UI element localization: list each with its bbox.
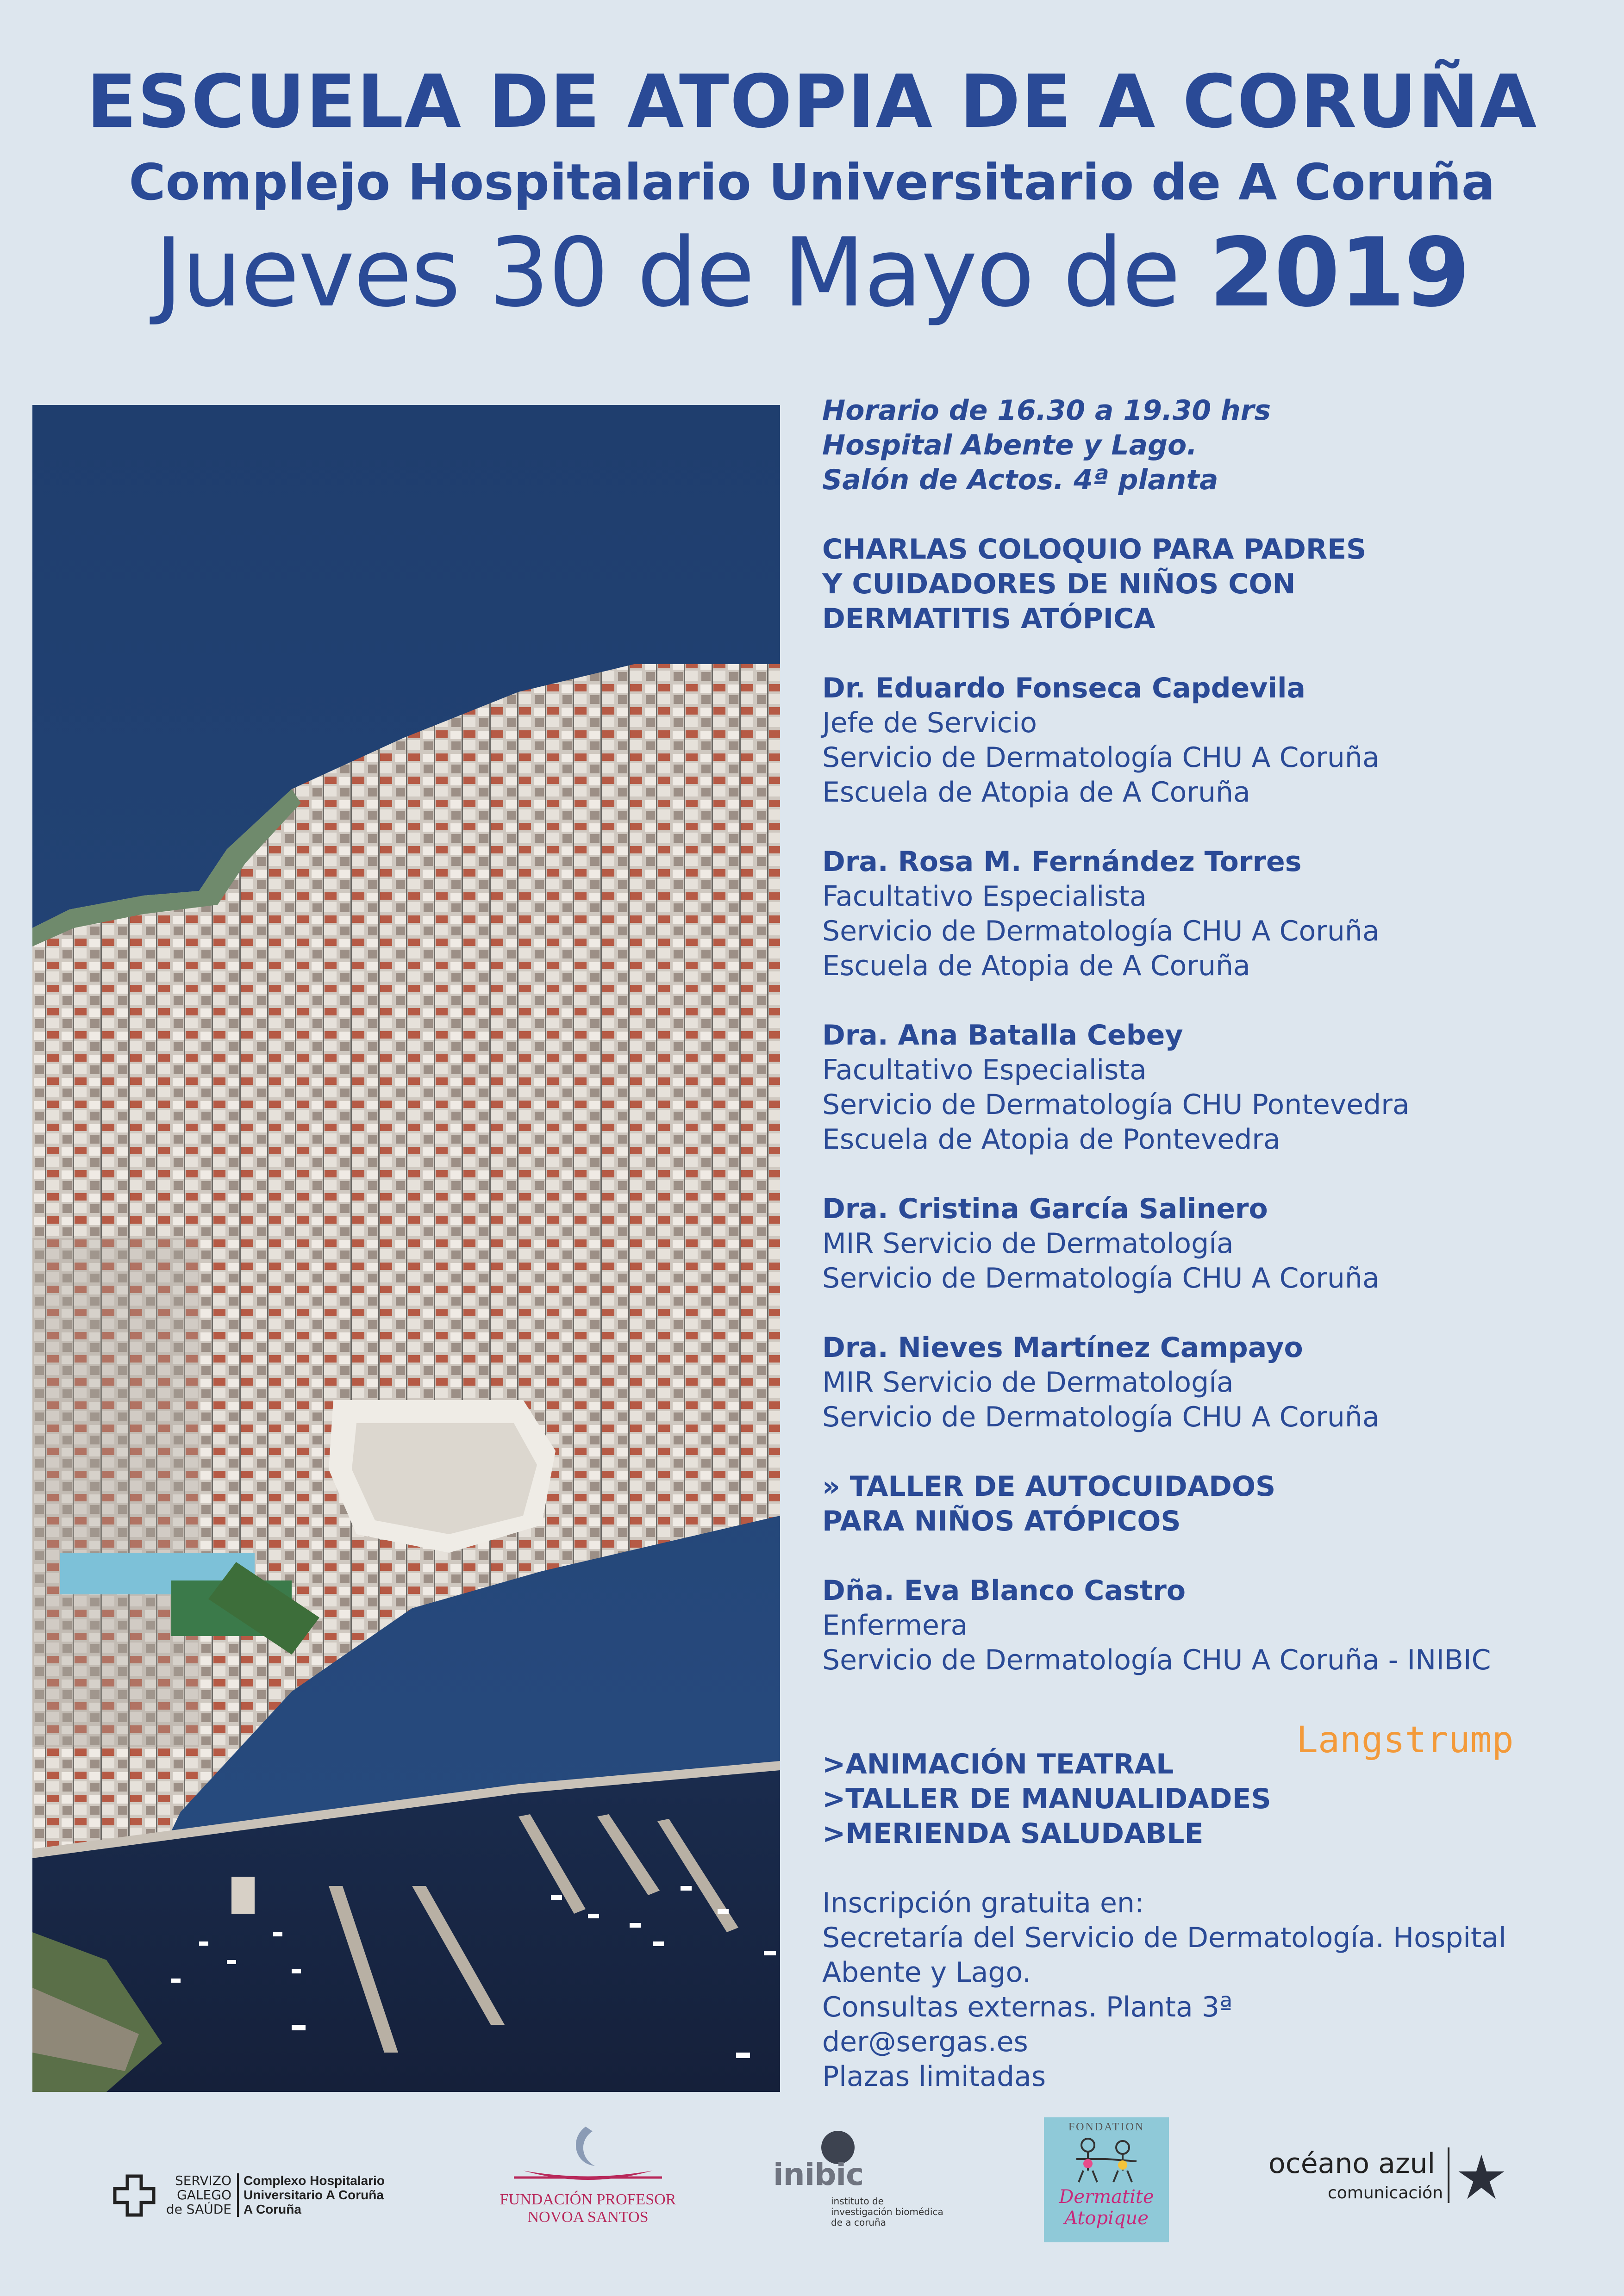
poster-header <box>0 56 1624 329</box>
sergas-text: GALEGO <box>177 2187 231 2203</box>
speaker-role: Servicio de Dermatología CHU A Coruña <box>822 1401 1380 1433</box>
registration-line: Inscripción gratuita en: <box>822 1887 1144 1919</box>
aerial-city-photo <box>32 405 780 2092</box>
dermatite-top: FONDATION <box>1068 2121 1145 2133</box>
registration-line: Secretaría del Servicio de Dermatología. Hospital <box>822 1922 1506 1954</box>
speaker-role: Enfermera <box>822 1609 968 1642</box>
event-info <box>822 393 1586 2094</box>
fundacion-text: FUNDACIÓN PROFESOR <box>500 2191 676 2208</box>
registration-line: Plazas limitadas <box>822 2060 1046 2093</box>
dermatite-atopique-logo <box>1044 2117 1169 2242</box>
starfish-icon <box>1456 2152 1507 2203</box>
inibic-logo <box>773 2129 949 2231</box>
speaker-role: Jefe de Servicio <box>822 707 1037 739</box>
schedule-line: Salón de Actos. 4ª planta <box>822 464 1218 496</box>
sponsor-logos <box>0 2110 1624 2249</box>
taller-heading: PARA NIÑOS ATÓPICOS <box>822 1505 1181 1537</box>
inibic-sub: instituto de <box>831 2196 884 2207</box>
aerial-city-illustration <box>32 405 780 2092</box>
speaker-name: Dña. Eva Blanco Castro <box>822 1574 1186 1607</box>
children-drawing-icon <box>1044 2134 1169 2184</box>
speaker-role: Escuela de Atopia de A Coruña <box>822 950 1250 982</box>
registration-email: der@sergas.es <box>822 2026 1028 2058</box>
speaker-role: MIR Servicio de Dermatología <box>822 1366 1234 1399</box>
charlas-heading: CHARLAS COLOQUIO PARA PADRES <box>822 533 1367 566</box>
poster-title: ESCUELA DE ATOPIA DE A CORUÑA <box>86 59 1538 144</box>
oceano-azul-logo <box>1268 2147 1528 2217</box>
sergas-text: de SAÚDE <box>166 2202 231 2217</box>
activity-item: >ANIMACIÓN TEATRAL <box>822 1748 1174 1780</box>
registration-line: Consultas externas. Planta 3ª <box>822 1991 1233 2023</box>
dermatite-text: Dermatite <box>1059 2186 1154 2208</box>
chuac-text: Universitario A Coruña <box>244 2188 384 2202</box>
speaker-role: Servicio de Dermatología CHU A Coruña <box>822 915 1380 947</box>
dermatite-text: Atopique <box>1064 2208 1149 2229</box>
chuac-text: A Coruña <box>244 2202 301 2216</box>
chuac-text: Complexo Hospitalario <box>244 2173 385 2188</box>
speaker-name: Dr. Eduardo Fonseca Capdevila <box>822 672 1305 704</box>
charlas-heading: Y CUIDADORES DE NIÑOS CON <box>822 568 1296 600</box>
registration-line: Abente y Lago. <box>822 1956 1031 1989</box>
speaker-role: Escuela de Atopia de Pontevedra <box>822 1123 1280 1156</box>
fundacion-text: NOVOA SANTOS <box>527 2209 649 2226</box>
fundacion-emblem-icon <box>495 2120 681 2189</box>
oceano-text: océano azul <box>1268 2147 1436 2180</box>
schedule-line: Hospital Abente y Lago. <box>822 429 1198 461</box>
speaker-role: Facultativo Especialista <box>822 880 1147 913</box>
speaker-role: Servicio de Dermatología CHU A Coruña <box>822 741 1380 774</box>
speaker-name: Dra. Rosa M. Fernández Torres <box>822 846 1302 878</box>
fundacion-novoa-logo <box>495 2120 681 2231</box>
schedule-line: Horario de 16.30 a 19.30 hrs <box>822 394 1271 427</box>
oceano-sub: comunicación <box>1328 2184 1443 2203</box>
activity-item: >MERIENDA SALUDABLE <box>822 1817 1204 1850</box>
speaker-role: Servicio de Dermatología CHU Pontevedra <box>822 1089 1410 1121</box>
inibic-text: inibic <box>773 2157 864 2192</box>
activity-item: >TALLER DE MANUALIDADES <box>822 1783 1271 1815</box>
sergas-text: SERVIZO <box>175 2173 231 2188</box>
poster-subtitle: Complejo Hospitalario Universitario de A Coruña <box>129 154 1495 212</box>
sergas-logo <box>111 2171 407 2221</box>
langstrump-logo: Langstrump <box>1296 1719 1514 1761</box>
charlas-heading: DERMATITIS ATÓPICA <box>822 603 1156 635</box>
date-text: Jueves 30 de Mayo de <box>155 218 1209 328</box>
speaker-name: Dra. Cristina García Salinero <box>822 1193 1268 1225</box>
sergas-cross-icon <box>111 2172 157 2219</box>
taller-heading: » TALLER DE AUTOCUIDADOS <box>822 1470 1276 1503</box>
speaker-role: MIR Servicio de Dermatología <box>822 1227 1234 1260</box>
inibic-sub: investigación biomédica <box>831 2206 943 2217</box>
speaker-role: Servicio de Dermatología CHU A Coruña <box>822 1262 1380 1294</box>
speaker-name: Dra. Nieves Martínez Campayo <box>822 1332 1303 1364</box>
speaker-role: Facultativo Especialista <box>822 1054 1147 1086</box>
speaker-role: Servicio de Dermatología CHU A Coruña - INIBIC <box>822 1644 1491 1676</box>
inibic-sub: de a coruña <box>831 2217 887 2228</box>
date-year: 2019 <box>1209 218 1469 328</box>
speaker-role: Escuela de Atopia de A Coruña <box>822 776 1250 809</box>
event-date <box>0 218 1624 329</box>
speaker-name: Dra. Ana Batalla Cebey <box>822 1019 1183 1052</box>
